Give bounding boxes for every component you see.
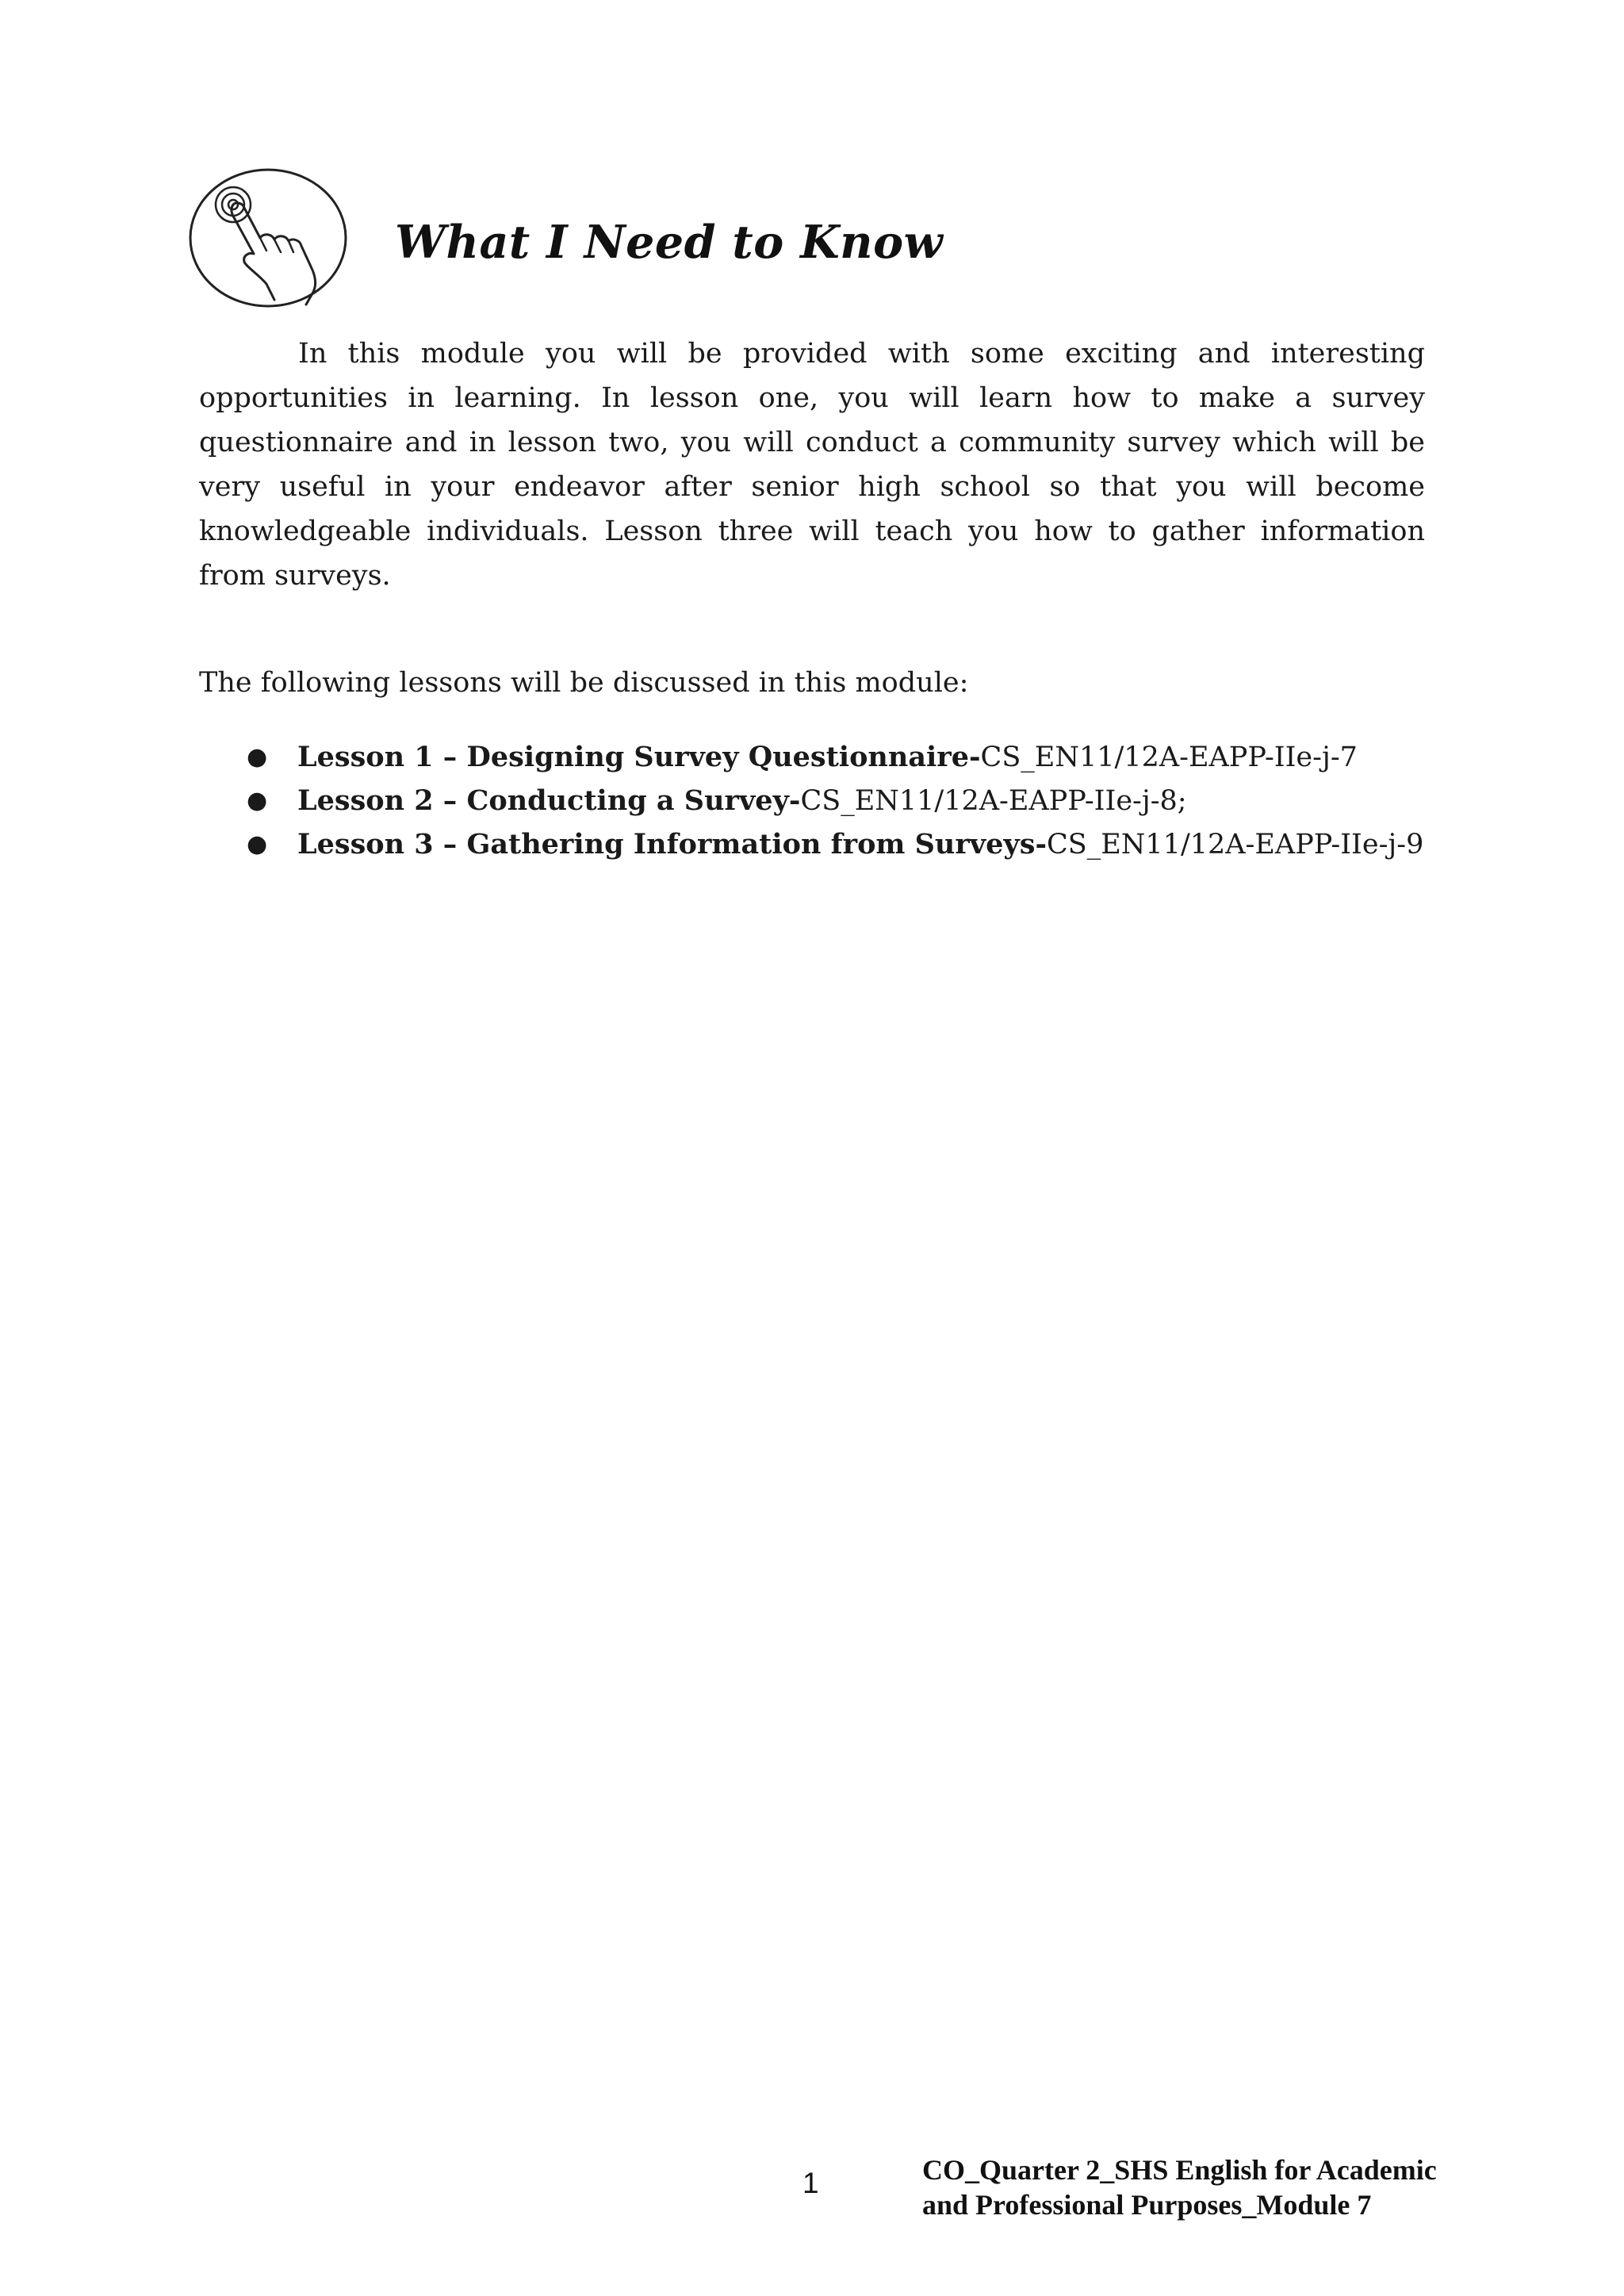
- list-item: [199, 779, 1484, 822]
- lesson-title: Lesson 1 – Designing Survey Questionnaire-: [297, 741, 981, 773]
- bullet-icon: ●: [247, 787, 268, 815]
- bullet-icon: ●: [247, 830, 268, 858]
- intro-paragraph: [199, 332, 1425, 598]
- footer-module-label: [922, 2152, 1437, 2222]
- lesson-title: Lesson 3 – Gathering Information from Surveys-: [297, 828, 1047, 861]
- lessons-intro: The following lessons will be discussed in this module:: [199, 667, 969, 699]
- lesson-title: Lesson 2 – Conducting a Survey-: [297, 784, 801, 817]
- lesson-code: CS_EN11/12A-EAPP-IIe-j-7: [980, 742, 1358, 773]
- section-title: What I Need to Know: [395, 216, 944, 269]
- lesson-list: [199, 735, 1484, 866]
- hand-tap-icon: [187, 165, 352, 311]
- footer-line-1: CO_Quarter 2_SHS English for Academic: [922, 2154, 1437, 2186]
- lesson-code: CS_EN11/12A-EAPP-IIe-j-8;: [800, 785, 1187, 817]
- intro-paragraph-text: In this module you will be provided with some exciting and interesting opportunities in learning. In lesson one, you will learn how to make a survey questionnaire and in lesson two, you will conduct a community survey which will be very useful in your endeavor after senior high school so that you will become knowledgeable individuals. Lesson three will teach you how to gather information from surveys.: [199, 338, 1425, 592]
- bullet-icon: ●: [247, 743, 268, 771]
- page-number: 1: [802, 2167, 819, 2199]
- lesson-code: CS_EN11/12A-EAPP-IIe-j-9: [1046, 829, 1424, 861]
- list-item: [199, 822, 1484, 866]
- list-item: [199, 735, 1484, 779]
- footer-line-2: and Professional Purposes_Module 7: [922, 2189, 1372, 2221]
